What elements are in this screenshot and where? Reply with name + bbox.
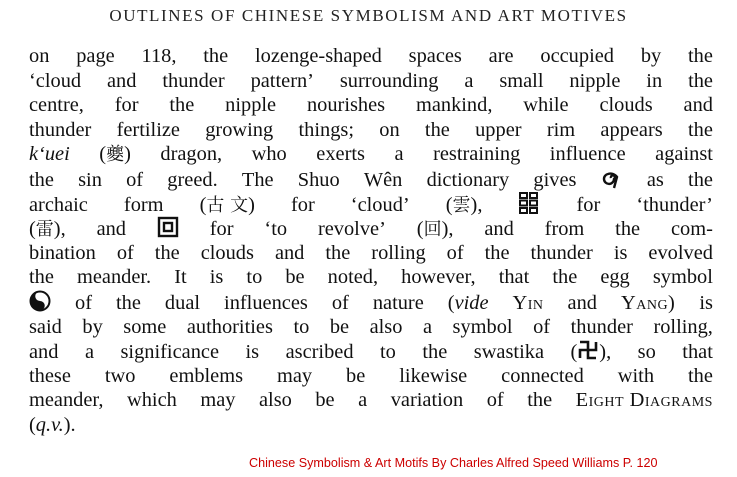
text-line-9: bination of the clouds and the rolling of the thunder is evolved	[29, 241, 713, 264]
thunder-glyph-icon	[518, 192, 540, 218]
text-line-11: of the dual influences of nature (vide Yin and Yang) is	[29, 290, 713, 315]
text-line-1: on page 118, the lozenge-shaped spaces are occupied by the	[29, 45, 713, 67]
text-line-16: (q.v.).	[29, 413, 76, 436]
running-head: OUTLINES OF CHINESE SYMBOLISM AND ART MOTIVES	[109, 6, 628, 25]
text-line-10: the meander. It is to be noted, however, that the egg symbol	[29, 266, 713, 289]
text-line-5: k‘uei (夔) dragon, who exerts a restraining influence against	[29, 143, 713, 166]
text-line-4: thunder fertilize growing things; on the upper rim appears the	[29, 118, 713, 141]
text-line-14: these two emblems may be likewise connected with the	[29, 364, 713, 387]
meander-square-icon	[157, 216, 179, 242]
swastika-icon	[577, 341, 599, 363]
source-caption: Chinese Symbolism & Art Motifs By Charles Alfred Speed Williams P. 120	[249, 456, 658, 470]
cloud-spiral-glyph-icon	[601, 167, 623, 193]
text-line-2: ‘cloud and thunder pattern’ surrounding a small nipple in the	[29, 69, 713, 92]
text-line-8: (雷), and for ‘to revolve’ (回), and from the com-	[29, 218, 713, 241]
yin-yang-icon	[29, 290, 51, 316]
text-line-13: and a significance is ascribed to the swastika ( ), so that	[29, 341, 713, 364]
text-line-6: the sin of greed. The Shuo Wên dictionary gives as the	[29, 168, 713, 191]
text-line-12: said by some authorities to be also a symbol of thunder rolling,	[29, 315, 713, 338]
body-text	[29, 44, 713, 438]
text-line-15: meander, which may also be a variation of the Eight Diagrams	[29, 389, 713, 412]
text-line-7: archaic form (古 文) for ‘cloud’ (雲), for ‘thunder’	[29, 193, 713, 216]
text-line-3: centre, for the nipple nourishes mankind, while clouds and	[29, 94, 713, 117]
